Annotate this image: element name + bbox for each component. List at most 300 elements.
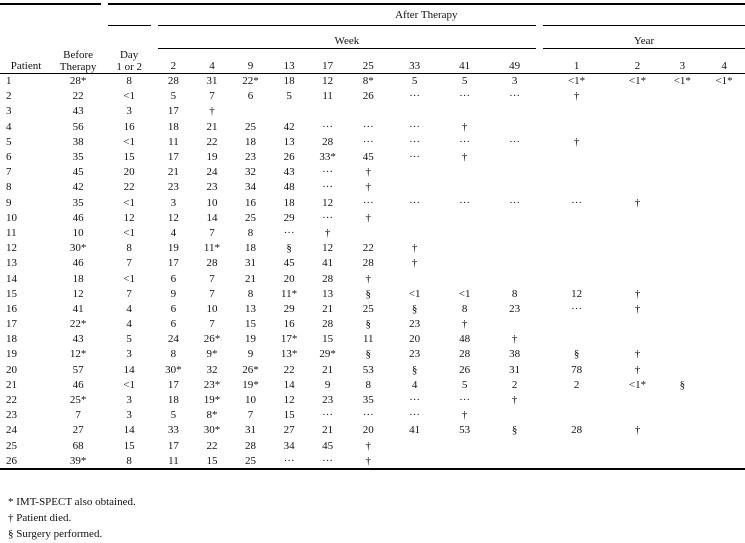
value-cell: 19: [245, 333, 257, 346]
value-cell: 3: [511, 75, 518, 88]
value-cell: §: [573, 348, 580, 361]
value-cell: [390, 271, 440, 286]
patient-cell: 7: [6, 166, 12, 179]
table-row: [0, 210, 745, 225]
value-cell: 13*: [280, 348, 298, 361]
value-cell: 9: [247, 348, 254, 361]
value-cell: [614, 149, 662, 164]
table-header: [0, 4, 745, 73]
value-cell: [703, 149, 745, 164]
value-cell: [390, 225, 440, 240]
patient-cell: 12: [6, 242, 17, 255]
value-cell: 21: [322, 424, 334, 437]
value-cell: [703, 423, 745, 438]
week-header: Week: [154, 26, 539, 49]
table-row: [0, 317, 745, 332]
value-cell: [661, 149, 703, 164]
patient-cell: 26: [0, 453, 52, 469]
value-cell: [703, 453, 745, 469]
value-cell: 11*: [281, 287, 298, 300]
value-cell: [661, 180, 703, 195]
value-cell: <1*: [567, 75, 586, 88]
value-cell: [703, 301, 745, 316]
value-cell: ···: [362, 409, 374, 422]
value-cell: 9: [170, 287, 177, 300]
value-cell: [614, 210, 662, 225]
value-cell: [614, 225, 662, 240]
patient-cell: 23: [6, 409, 17, 422]
value-cell: †: [347, 453, 390, 469]
value-cell: §: [411, 302, 418, 315]
value-cell: [614, 241, 662, 256]
table-row: [0, 377, 745, 392]
value-cell: †: [461, 120, 468, 133]
value-cell: 39*: [52, 453, 104, 469]
value-cell: [703, 195, 745, 210]
value-cell: 26*: [203, 333, 221, 346]
patient-cell: 18: [6, 333, 17, 346]
value-cell: 41: [72, 302, 84, 315]
value-cell: 43: [72, 333, 84, 346]
value-cell: ···: [322, 181, 334, 194]
value-cell: [703, 408, 745, 423]
value-cell: ···: [571, 302, 583, 315]
patient-cell: 13: [6, 257, 17, 270]
value-cell: [661, 119, 703, 134]
value-cell: 18: [283, 75, 295, 88]
value-cell: 25: [245, 211, 257, 224]
value-cell: †: [461, 318, 468, 331]
value-cell: [490, 225, 540, 240]
table-body: [0, 73, 745, 469]
value-cell: ···: [409, 90, 421, 103]
value-cell: 14: [123, 363, 135, 376]
value-cell: §: [365, 348, 371, 361]
value-cell: [703, 317, 745, 332]
table-row: [0, 286, 745, 301]
value-cell: 22*: [69, 318, 87, 331]
value-cell: 7: [247, 409, 254, 422]
value-cell: [703, 210, 745, 225]
value-cell: ···: [459, 135, 471, 148]
value-cell: [614, 332, 662, 347]
value-cell: [703, 134, 745, 149]
value-cell: 28*: [69, 75, 87, 88]
value-cell: [490, 408, 540, 423]
value-cell: [490, 438, 540, 453]
value-cell: [703, 225, 745, 240]
value-cell: [661, 438, 703, 453]
value-cell: 28: [322, 272, 334, 285]
value-cell: 16: [245, 196, 257, 209]
value-cell: 7: [209, 287, 215, 300]
value-cell: 45: [72, 166, 84, 179]
value-cell: †: [365, 439, 371, 452]
value-cell: ···: [459, 394, 471, 407]
value-cell: [614, 438, 662, 453]
value-cell: 7: [126, 257, 132, 270]
value-cell: †: [634, 302, 641, 315]
value-cell: [661, 89, 703, 104]
value-cell: 10: [206, 196, 218, 209]
value-cell: 28: [206, 257, 218, 270]
value-cell: 18: [167, 394, 179, 407]
value-cell: [490, 210, 540, 225]
value-cell: ···: [571, 196, 583, 209]
value-cell: 28: [322, 318, 334, 331]
value-cell: [703, 362, 745, 377]
value-cell: [540, 210, 614, 225]
value-cell: 10: [206, 302, 218, 315]
value-cell: 31: [245, 257, 257, 270]
value-cell: †: [573, 90, 580, 103]
value-cell: 13: [322, 287, 334, 300]
value-cell: 10: [245, 394, 257, 407]
value-cell: 8: [247, 226, 254, 239]
value-cell: [440, 438, 490, 453]
value-cell: ···: [322, 166, 334, 179]
value-cell: 56: [72, 120, 84, 133]
value-cell: [440, 165, 490, 180]
value-cell: [614, 134, 662, 149]
value-cell: [614, 104, 662, 119]
value-cell: [661, 104, 703, 119]
value-cell: [540, 180, 614, 195]
value-cell: 11: [168, 135, 179, 148]
value-cell: [440, 180, 490, 195]
value-cell: 21: [322, 363, 334, 376]
value-cell: 46: [72, 378, 84, 391]
value-cell: <1*: [628, 75, 647, 88]
value-cell: †: [511, 333, 518, 346]
value-cell: 45: [283, 257, 295, 270]
value-cell: [308, 104, 347, 119]
value-cell: 22: [72, 90, 84, 103]
value-cell: 19*: [203, 394, 221, 407]
value-cell: 38: [72, 135, 84, 148]
table-row: [0, 392, 745, 407]
patient-cell: 20: [6, 363, 17, 376]
value-cell: 43: [72, 105, 84, 118]
value-cell: 26: [362, 90, 374, 103]
value-cell: [614, 317, 662, 332]
value-cell: 5: [286, 90, 292, 103]
value-cell: 41: [409, 424, 421, 437]
value-cell: [490, 317, 540, 332]
value-cell: 19*: [242, 378, 259, 391]
value-cell: 23: [167, 181, 179, 194]
value-cell: 15: [123, 439, 135, 452]
value-cell: 12: [322, 75, 334, 88]
value-cell: [661, 195, 703, 210]
day-header: Day 1 or 2: [104, 49, 154, 74]
value-cell: <1: [123, 196, 136, 209]
value-cell: 18: [245, 242, 257, 255]
value-cell: [540, 225, 614, 240]
value-cell: 31: [206, 75, 218, 88]
value-cell: 35: [72, 151, 84, 164]
table-row: [0, 165, 745, 180]
week-col-header: 49: [490, 49, 540, 74]
value-cell: ···: [409, 394, 421, 407]
value-cell: 8: [170, 348, 177, 361]
value-cell: 46: [72, 211, 84, 224]
patient-cell: 19: [6, 348, 17, 361]
patient-cell: 25: [6, 439, 17, 452]
value-cell: [390, 180, 440, 195]
value-cell: 28: [322, 135, 334, 148]
week-col-header: 25: [347, 49, 390, 74]
value-cell: 18: [167, 120, 179, 133]
value-cell: [440, 210, 490, 225]
value-cell: 12*: [69, 348, 87, 361]
table-row: [0, 195, 745, 210]
value-cell: [490, 149, 540, 164]
value-cell: 5: [170, 90, 177, 103]
value-cell: 28: [362, 257, 374, 270]
patient-cell: 5: [6, 135, 12, 148]
value-cell: [540, 392, 614, 407]
table-row: [0, 347, 745, 362]
value-cell: 12: [322, 196, 334, 209]
value-cell: [661, 301, 703, 316]
value-cell: 17: [167, 378, 179, 391]
value-cell: [661, 347, 703, 362]
value-cell: 17: [167, 439, 179, 452]
value-cell: 28: [245, 439, 257, 452]
value-cell: 3: [126, 105, 132, 118]
patient-cell: 10: [6, 211, 17, 224]
week-col-header: 33: [390, 49, 440, 74]
value-cell: 4: [126, 302, 132, 315]
value-cell: 12: [123, 211, 135, 224]
value-cell: [614, 180, 662, 195]
value-cell: 6: [247, 90, 254, 103]
value-cell: 15: [123, 151, 135, 164]
value-cell: [614, 165, 662, 180]
value-cell: §: [511, 424, 518, 437]
value-cell: 5: [461, 75, 468, 88]
value-cell: <1: [458, 287, 471, 300]
value-cell: 25: [231, 453, 270, 469]
data-table: [0, 3, 745, 470]
value-cell: ···: [509, 196, 521, 209]
table-row: [0, 423, 745, 438]
value-cell: [614, 408, 662, 423]
value-cell: [390, 210, 440, 225]
week-col-header: 13: [270, 49, 309, 74]
value-cell: 7: [126, 287, 132, 300]
value-cell: [661, 392, 703, 407]
patient-header: Patient: [0, 49, 52, 74]
value-cell: ···: [509, 135, 521, 148]
value-cell: [614, 271, 662, 286]
value-cell: [540, 104, 614, 119]
value-cell: 32: [245, 166, 257, 179]
value-cell: 14: [123, 424, 135, 437]
table-row: [0, 149, 745, 164]
value-cell: 23: [509, 302, 521, 315]
patient-cell: 21: [6, 378, 17, 391]
value-cell: [490, 241, 540, 256]
value-cell: 3: [170, 196, 177, 209]
value-cell: [661, 286, 703, 301]
value-cell: †: [461, 151, 468, 164]
value-cell: 24: [167, 333, 179, 346]
value-cell: [614, 453, 662, 469]
value-cell: 4: [411, 378, 418, 391]
value-cell: ···: [308, 453, 347, 469]
value-cell: 18: [283, 196, 295, 209]
value-cell: 15: [193, 453, 232, 469]
value-cell: 5: [411, 75, 418, 88]
value-cell: 3: [126, 348, 132, 361]
value-cell: [540, 317, 614, 332]
value-cell: 45: [362, 151, 374, 164]
value-cell: 3: [126, 409, 132, 422]
value-cell: 30*: [165, 363, 182, 376]
value-cell: 7: [209, 272, 215, 285]
value-cell: †: [324, 226, 331, 239]
value-cell: §: [411, 363, 418, 376]
value-cell: †: [365, 181, 371, 194]
value-cell: 25: [245, 120, 257, 133]
value-cell: [661, 241, 703, 256]
table-row: [0, 408, 745, 423]
value-cell: 19: [167, 242, 179, 255]
value-cell: ···: [283, 226, 295, 239]
value-cell: [540, 332, 614, 347]
value-cell: †: [634, 196, 641, 209]
value-cell: ···: [322, 409, 334, 422]
value-cell: [661, 408, 703, 423]
value-cell: 17: [167, 257, 179, 270]
value-cell: 6: [170, 272, 177, 285]
value-cell: 21: [322, 302, 334, 315]
value-cell: [661, 332, 703, 347]
patient-cell: 22: [6, 394, 17, 407]
value-cell: †: [365, 211, 371, 224]
value-cell: 15: [245, 318, 257, 331]
value-cell: 17*: [280, 333, 298, 346]
value-cell: 33*: [319, 151, 336, 164]
value-cell: [490, 256, 540, 271]
table-row: [0, 362, 745, 377]
value-cell: 25: [362, 302, 374, 315]
value-cell: [490, 165, 540, 180]
value-cell: [703, 377, 745, 392]
value-cell: 57: [72, 363, 84, 376]
table-row: [0, 225, 745, 240]
value-cell: ···: [409, 135, 421, 148]
value-cell: 13: [283, 135, 295, 148]
value-cell: ···: [459, 90, 471, 103]
value-cell: [661, 423, 703, 438]
value-cell: 46: [72, 257, 84, 270]
week-col-header: 4: [193, 49, 232, 74]
value-cell: 28: [459, 348, 471, 361]
value-cell: 2: [511, 378, 518, 391]
table-row: [0, 301, 745, 316]
value-cell: 5: [461, 378, 468, 391]
value-cell: 16: [123, 120, 135, 133]
value-cell: ···: [409, 409, 421, 422]
patient-cell: 9: [6, 196, 12, 209]
value-cell: [661, 256, 703, 271]
value-cell: [540, 453, 614, 469]
patient-cell: 2: [6, 90, 12, 103]
value-cell: 20: [409, 333, 421, 346]
value-cell: [703, 165, 745, 180]
value-cell: [703, 286, 745, 301]
value-cell: 15: [283, 409, 295, 422]
week-col-header: 2: [154, 49, 193, 74]
value-cell: <1: [123, 226, 136, 239]
value-cell: [703, 271, 745, 286]
value-cell: 11: [154, 453, 193, 469]
value-cell: ···: [409, 151, 421, 164]
value-cell: [490, 119, 540, 134]
value-cell: 22: [123, 181, 135, 194]
value-cell: [540, 149, 614, 164]
table-row: [0, 271, 745, 286]
value-cell: 10: [72, 226, 84, 239]
value-cell: <1*: [715, 75, 733, 88]
value-cell: 17: [167, 105, 179, 118]
value-cell: [540, 241, 614, 256]
value-cell: [661, 134, 703, 149]
value-cell: 9: [324, 378, 331, 391]
value-cell: [490, 104, 540, 119]
table-row: [0, 104, 745, 119]
value-cell: 53: [362, 363, 374, 376]
value-cell: †: [411, 257, 418, 270]
value-cell: <1*: [673, 75, 691, 88]
year-col-header: 4: [703, 49, 745, 74]
value-cell: 30*: [203, 424, 221, 437]
value-cell: 31: [509, 363, 521, 376]
year-col-header: 2: [614, 49, 662, 74]
value-cell: 9*: [206, 348, 218, 361]
value-cell: [703, 104, 745, 119]
value-cell: 42: [72, 181, 84, 194]
patient-cell: 14: [6, 272, 17, 285]
value-cell: ···: [322, 120, 334, 133]
value-cell: [231, 104, 270, 119]
value-cell: 6: [170, 318, 177, 331]
value-cell: [440, 225, 490, 240]
value-cell: [703, 89, 745, 104]
value-cell: 31: [245, 424, 257, 437]
value-cell: <1: [123, 90, 136, 103]
value-cell: 15: [322, 333, 334, 346]
value-cell: [347, 104, 390, 119]
value-cell: [661, 362, 703, 377]
table-row: [0, 89, 745, 104]
footnote: * IMT-SPECT also obtained.: [8, 496, 136, 508]
value-cell: †: [511, 394, 518, 407]
value-cell: [703, 180, 745, 195]
value-cell: †: [365, 272, 371, 285]
patient-cell: 15: [6, 287, 17, 300]
value-cell: 12: [72, 287, 84, 300]
value-cell: 43: [283, 166, 295, 179]
value-cell: ···: [409, 196, 421, 209]
value-cell: 28: [571, 424, 583, 437]
value-cell: [540, 256, 614, 271]
value-cell: 78: [571, 363, 583, 376]
value-cell: 7: [209, 90, 215, 103]
